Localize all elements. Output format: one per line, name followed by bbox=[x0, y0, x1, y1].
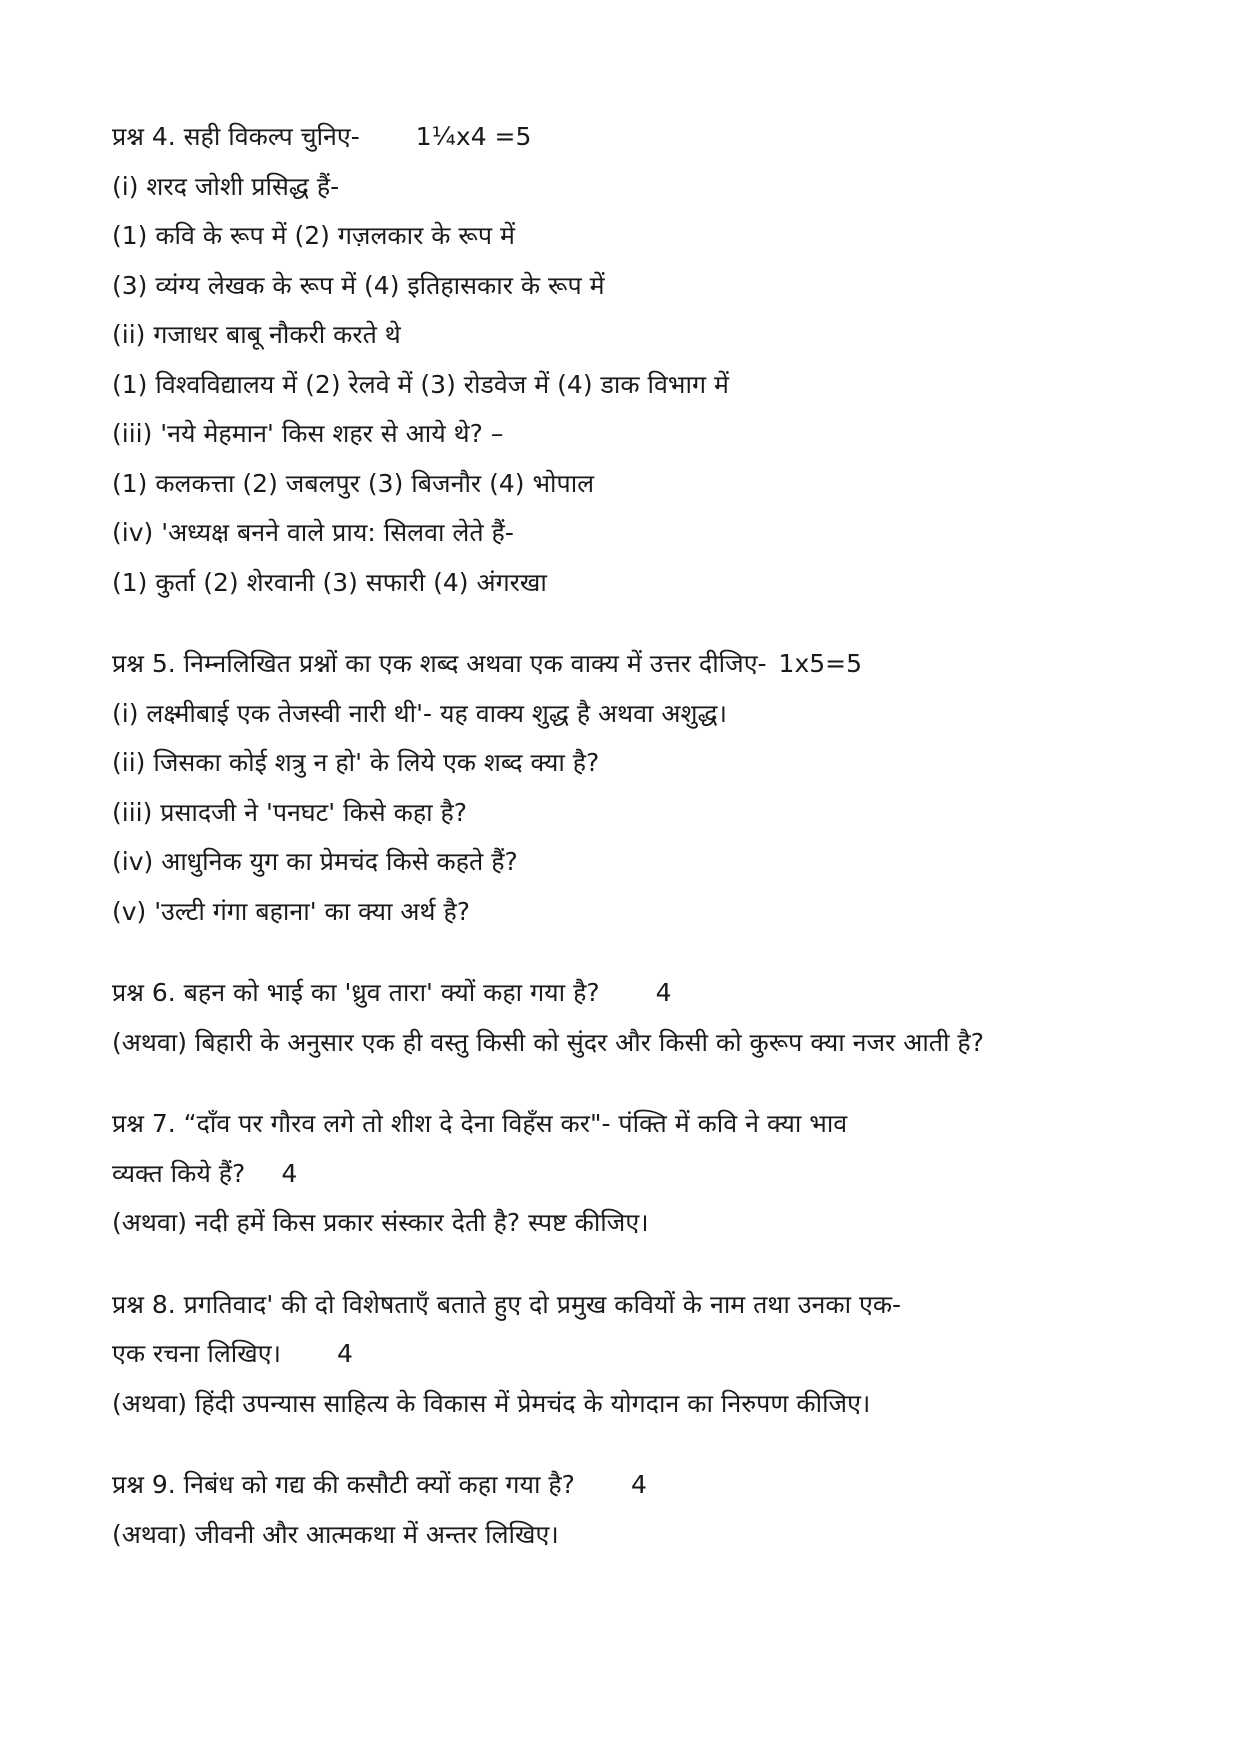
question-5-heading-line bbox=[112, 639, 1142, 689]
question-4-item: (iii) 'नये मेहमान' किस शहर से आये थे? – bbox=[112, 419, 504, 448]
question-7-heading-end: व्यक्त किये हैं? bbox=[112, 1158, 246, 1188]
question-6-marks: 4 bbox=[655, 978, 672, 1007]
question-5 bbox=[112, 639, 1142, 936]
question-4-item: (iv) 'अध्यक्ष बनने वाले प्राय: सिलवा लेते हैं- bbox=[112, 518, 514, 547]
question-5-item: (iv) आधुनिक युग का प्रेमचंद किसे कहते हैं? bbox=[112, 847, 518, 876]
question-7-alternative: (अथवा) नदी हमें किस प्रकार संस्कार देती है? स्पष्ट कीजिए। bbox=[112, 1208, 649, 1237]
question-7-heading-line-2 bbox=[112, 1149, 1142, 1199]
question-5-item: (iii) प्रसादजी ने 'पनघट' किसे कहा है? bbox=[112, 797, 468, 827]
question-5-item: (ii) जिसका कोई शत्रु न हो' के लिये एक शब्द क्या है? bbox=[112, 748, 600, 777]
question-7 bbox=[112, 1099, 1142, 1248]
question-5-marks: 1x5=5 bbox=[778, 649, 863, 678]
question-4-option: (3) व्यंग्य लेखक के रूप में (4) इतिहासकार के रूप में bbox=[112, 270, 605, 300]
question-8-heading-line-2 bbox=[112, 1329, 1142, 1379]
question-8-heading-line-1: प्रश्न 8. प्रगतिवाद' की दो विशेषताएँ बताते हुए दो प्रमुख कवियों के नाम तथा उनका एक- bbox=[112, 1289, 902, 1319]
question-6-heading-line bbox=[112, 968, 1142, 1018]
question-9-alternative: (अथवा) जीवनी और आत्मकथा में अन्तर लिखिए। bbox=[112, 1519, 559, 1549]
question-4-option: (1) विश्वविद्यालय में (2) रेलवे में (3) रोडवेज में (4) डाक विभाग में bbox=[112, 369, 729, 399]
question-6-heading: प्रश्न 6. बहन को भाई का 'ध्रुव तारा' क्यों कहा गया है? bbox=[112, 978, 600, 1007]
question-8-heading-end: एक रचना लिखिए। bbox=[112, 1339, 282, 1368]
question-4 bbox=[112, 112, 1142, 607]
question-7-marks: 4 bbox=[281, 1158, 298, 1188]
question-8-marks: 4 bbox=[337, 1339, 353, 1368]
question-9-heading-line bbox=[112, 1460, 1142, 1510]
question-5-item: (i) लक्ष्मीबाई एक तेजस्वी नारी थी'- यह वाक्य शुद्ध है अथवा अशुद्ध। bbox=[112, 698, 727, 728]
question-4-marks: 1¼x4 =5 bbox=[415, 122, 532, 151]
question-6-alternative: (अथवा) बिहारी के अनुसार एक ही वस्तु किसी को सुंदर और किसी को कुरूप क्या नजर आती है? bbox=[112, 1027, 984, 1057]
question-4-item: (i) शरद जोशी प्रसिद्ध हैं- bbox=[112, 171, 340, 201]
question-4-option: (1) कवि के रूप में (2) गज़लकार के रूप में bbox=[112, 221, 515, 250]
question-6 bbox=[112, 968, 1142, 1067]
question-9 bbox=[112, 1460, 1142, 1559]
question-4-heading-line bbox=[112, 112, 1142, 162]
question-8-alternative: (अथवा) हिंदी उपन्यास साहित्य के विकास में प्रेमचंद के योगदान का निरुपण कीजिए। bbox=[112, 1388, 871, 1418]
question-7-heading-line-1: प्रश्न 7. “दाँव पर गौरव लगे तो शीश दे देना विहँस कर"- पंक्ति में कवि ने क्या भाव bbox=[112, 1109, 848, 1138]
question-9-marks: 4 bbox=[630, 1470, 647, 1499]
question-4-heading: प्रश्न 4. सही विकल्प चुनिए- bbox=[112, 122, 360, 151]
question-4-option: (1) कलकत्ता (2) जबलपुर (3) बिजनौर (4) भोपाल bbox=[112, 468, 595, 498]
question-9-heading: प्रश्न 9. निबंध को गद्य की कसौटी क्यों कहा गया है? bbox=[112, 1470, 575, 1499]
question-5-heading: प्रश्न 5. निम्नलिखित प्रश्नों का एक शब्द अथवा एक वाक्य में उत्तर दीजिए- bbox=[112, 649, 767, 678]
question-4-item: (ii) गजाधर बाबू नौकरी करते थे bbox=[112, 320, 401, 349]
question-8 bbox=[112, 1280, 1142, 1429]
question-5-item: (v) 'उल्टी गंगा बहाना' का क्या अर्थ है? bbox=[112, 896, 470, 926]
question-4-option: (1) कुर्ता (2) शेरवानी (3) सफारी (4) अंगरखा bbox=[112, 567, 547, 597]
question-paper-page bbox=[112, 112, 1142, 1591]
